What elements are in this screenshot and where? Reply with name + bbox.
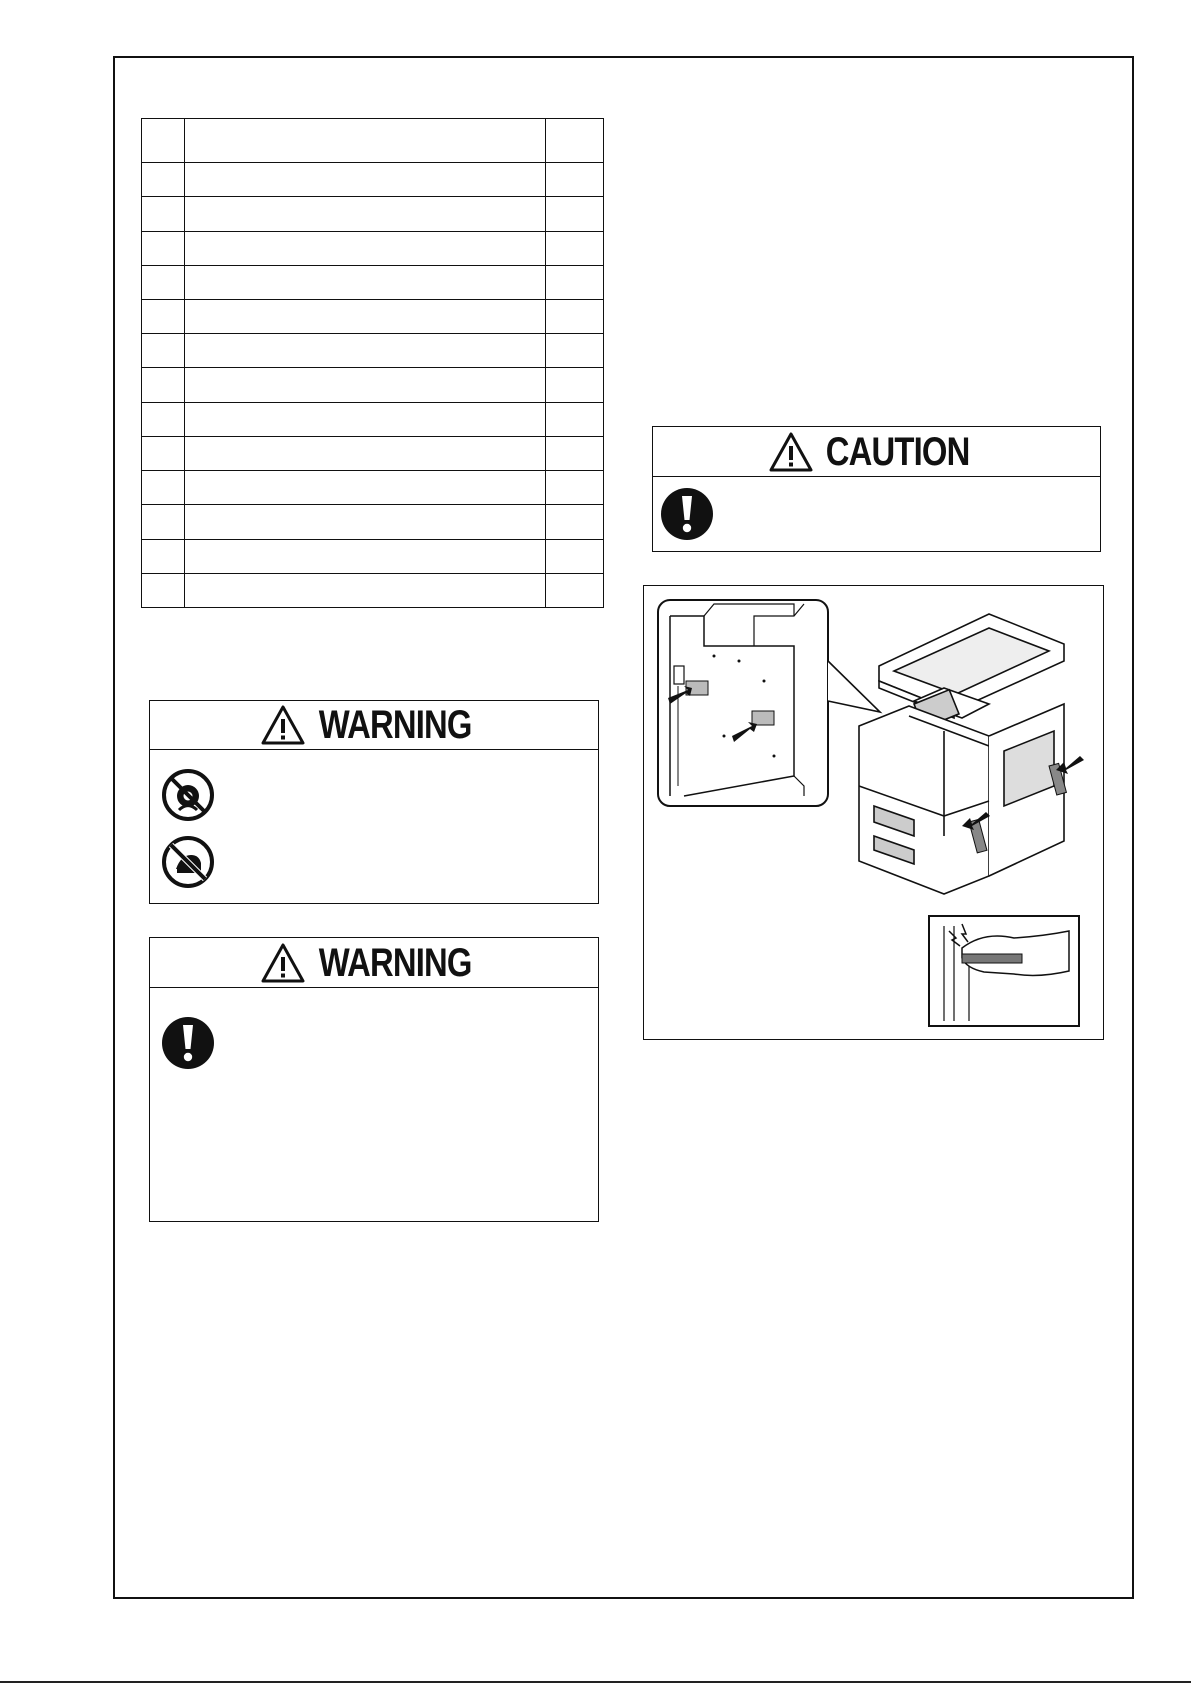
warning-header <box>150 701 598 750</box>
no-disassembly-icon <box>161 768 215 822</box>
table-row <box>142 436 604 470</box>
caution-triangle-icon <box>768 431 814 473</box>
table-row <box>142 334 604 368</box>
warning-title: WARNING <box>318 703 472 747</box>
table-row <box>142 573 604 607</box>
table-row <box>142 402 604 436</box>
copier-body <box>859 614 1064 894</box>
caution-box <box>652 426 1101 552</box>
copier-drawing <box>644 586 1103 1039</box>
inset-detail <box>658 600 828 806</box>
no-touch-icon <box>161 835 215 889</box>
caution-header <box>653 427 1100 477</box>
mandatory-action-icon <box>660 487 714 541</box>
mandatory-action-icon <box>161 1016 215 1070</box>
parts-table <box>141 118 604 608</box>
table-row <box>142 368 604 402</box>
table-row <box>142 471 604 505</box>
warning-box-1 <box>149 700 599 904</box>
warning-triangle-icon <box>260 942 306 984</box>
table-row <box>142 265 604 299</box>
table-row <box>142 163 604 197</box>
table-row <box>142 197 604 231</box>
warning-header <box>150 938 598 988</box>
footer-rule <box>0 1681 1191 1683</box>
warning-title: WARNING <box>318 940 472 985</box>
table-row <box>142 505 604 539</box>
caution-title: CAUTION <box>825 429 970 474</box>
table-row <box>142 231 604 265</box>
table-row <box>142 300 604 334</box>
copier-illustration <box>643 585 1104 1040</box>
table-row <box>142 539 604 573</box>
warning-box-2 <box>149 937 599 1222</box>
warning-triangle-icon <box>260 704 306 746</box>
table-header-row <box>142 119 604 163</box>
hand-inset <box>929 916 1079 1026</box>
